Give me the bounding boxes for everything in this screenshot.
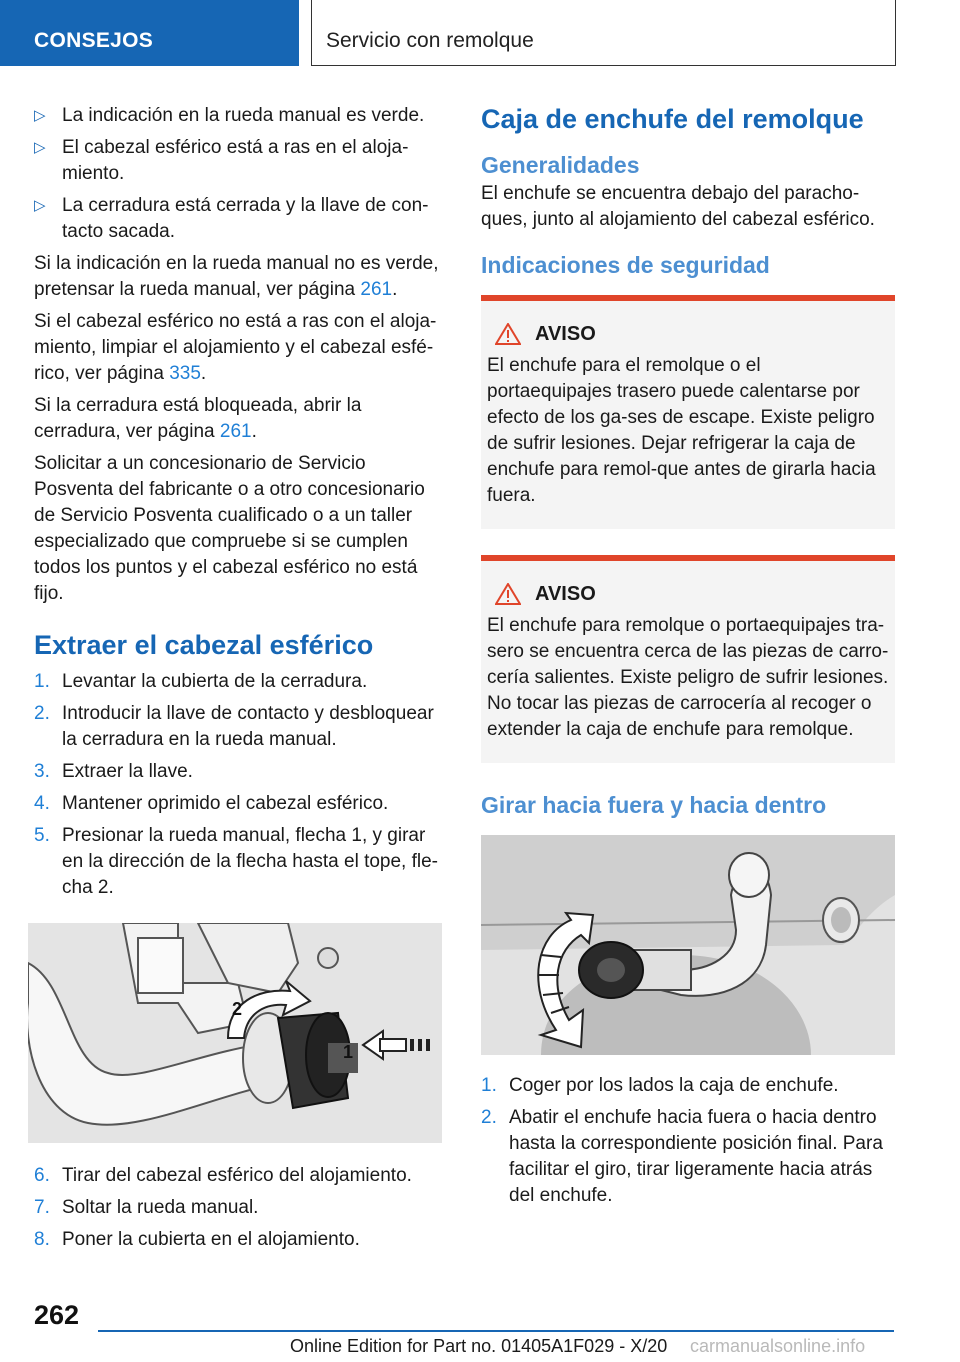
step-item: 8. Poner la cubierta en el alojamiento. [34,1229,360,1250]
heading-general: Generalidades [481,152,640,178]
check-item [34,103,448,129]
heading-extract: Extraer el cabezal esférico [34,630,374,660]
footer-edition: Online Edition for Part no. 01405A1F029 - X/20 [290,1336,668,1356]
warning-box [481,295,895,529]
triangle-bullet-icon: ▷ [34,107,46,124]
figure-label-1: 1 [343,1042,354,1062]
warning-title: AVISO [535,583,596,605]
page-number: 262 [34,1300,80,1330]
header-title: Servicio con remolque [326,29,534,52]
page-link-261[interactable]: 261 [360,279,393,300]
warning-header [487,321,889,347]
check-item [34,193,448,245]
page-link-335[interactable]: 335 [169,363,201,384]
step-item: 7. Soltar la rueda manual. [34,1197,259,1218]
step-item: 1. Coger por los lados la caja de enchufe. [481,1075,839,1096]
step-item: 2. Abatir el enchufe hacia fuera o hacia dentro hasta la correspondiente posición final. Para facilitar el giro, tirar ligeramente hacia atrás del enchufe. [481,1107,883,1206]
check-item-text: La cerradura está cerrada y la llave de con-tacto sacada. [62,195,429,242]
warning-triangle-icon [495,583,521,605]
triangle-bullet-icon: ▷ [34,139,46,156]
header-title-box [311,0,896,66]
footer-watermark: carmanualsonline.info [690,1336,866,1356]
paragraph-service: Solicitar a un concesionario de Servicio Posventa del fabricante o a otro concesionario de Servicio Posventa cualificado o a un taller especializado que compruebe si se cumplen todos los puntos y el cabezal esférico no está fijo. [34,453,425,604]
tow-hitch-release-figure [28,923,442,1143]
tow-hitch-illustration [28,923,442,1143]
heading-socket: Caja de enchufe del remolque [481,104,864,134]
paragraph-indicator: Si la indicación en la rueda manual no es verde, pretensar la rueda manual, ver página 261. [34,253,439,300]
warning-text: El enchufe para remolque o portaequipajes tra-sero se encuentra cerca de las piezas de carro-cería salientes. Existe peligro de sufrir lesiones. No tocar las piezas de carrocería al recoger o extender la caja de enchufe para remolque. [487,615,889,740]
check-item [34,135,448,187]
footer-divider [98,1330,894,1332]
check-item-text: La indicación en la rueda manual es verde. [62,105,425,126]
step-item: 4. Mantener oprimido el cabezal esférico. [34,793,389,814]
heading-turn: Girar hacia fuera y hacia dentro [481,792,827,818]
general-text: El enchufe se encuentra debajo del paracho-ques, junto al alojamiento del cabezal esférico. [481,183,875,230]
step-item: 2. Introducir la llave de contacto y desbloquear la cerradura en la rueda manual. [34,703,434,750]
right-column [481,103,895,1215]
socket-swing-figure [481,835,895,1055]
page-link-261-b[interactable]: 261 [219,421,252,442]
step-item: 1. Levantar la cubierta de la cerradura. [34,671,368,692]
triangle-bullet-icon: ▷ [34,197,46,214]
figure-label-2: 2 [232,999,243,1019]
header-section-label: CONSEJOS [34,29,154,52]
socket-illustration [481,835,895,1055]
step-item: 3. Extraer la llave. [34,761,193,782]
step-item: 6. Tirar del cabezal esférico del alojamiento. [34,1165,412,1186]
left-column [34,103,448,1259]
warning-title: AVISO [535,323,596,345]
header-section-tab [0,0,299,66]
warning-box [481,555,895,763]
warning-header [487,581,889,607]
warning-text: El enchufe para el remolque o el portaequipajes trasero puede calentarse por efecto de los ga-ses de escape. Existe peligro de sufrir lesiones. Dejar refrigerar la caja de enchufe para remol-que antes de girarla hacia fuera. [487,355,876,506]
paragraph-flush: Si el cabezal esférico no está a ras con el aloja-miento, limpiar el alojamiento y el cabezal esfé-rico, ver página 335. [34,311,437,384]
paragraph-lock: Si la cerradura está bloqueada, abrir la cerradura, ver página 261. [34,395,362,442]
warning-triangle-icon [495,323,521,345]
step-item: 5. Presionar la rueda manual, flecha 1, y girar en la dirección de la flecha hasta el tope, fle-cha 2. [34,825,439,898]
check-item-text: El cabezal esférico está a ras en el aloja-miento. [62,137,409,184]
heading-safety: Indicaciones de seguridad [481,252,770,278]
